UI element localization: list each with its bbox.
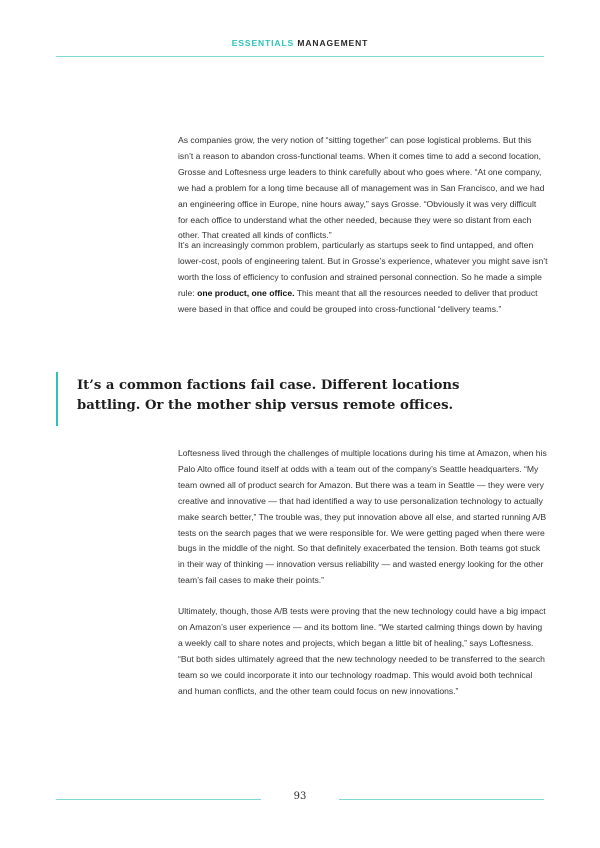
header-rule <box>56 56 544 57</box>
header-topic: MANAGEMENT <box>294 38 369 48</box>
footer-rule-right <box>339 799 544 800</box>
pullquote: It’s a common factions fail case. Different locations battling. Or the mother ship versus remote offices. <box>77 378 460 413</box>
paragraph-2-text-start: It’s an increasingly common problem, particularly as startups seek to find untapped, and often lower-cost, pools of engineering talent. But in Grosse’s experience, whatever you might save isn’t worth the loss of efficiency to confusion and strained personal connection. So he made a simple rule: <box>178 240 548 298</box>
header-section: ESSENTIALS <box>231 38 295 48</box>
pullquote-accent-bar <box>56 372 58 426</box>
body-paragraph-3: Loftesness lived through the challenges of multiple locations during his time at Amazon, when his Palo Alto office found itself at odds with a team out of the company’s Seattle headquarters. “My team owned all of product search for Amazon. But there was a team in Seattle — they were very creative and innovative — that had identified a way to use personalization technology to actually make search better,” The trouble was, they put innovation above all else, and started running A/B tests on the search pages that we were responsible for. We were getting paged when there were bugs in the middle of the night. So that definitely exacerbated the tension. Both teams got stuck in their way of thinking — innovation versus reliability — and wasted energy looking for the other team’s fail cases to make their points.” <box>178 448 547 586</box>
paragraph-2-text-end: This meant that all the resources needed to deliver that product were based in that office and could be grouped into cross-functional “delivery teams.” <box>178 287 538 314</box>
body-paragraph-2 <box>178 238 548 318</box>
paragraph-2-emphasis: one product, one office. <box>197 287 295 298</box>
running-header <box>0 38 600 48</box>
body-paragraph-4: Ultimately, though, those A/B tests were proving that the new technology could have a big impact on Amazon’s user experience — and its bottom line. “We started calming things down by having a weekly call to share notes and projects, which began a little bit of healing,” says Loftesness. “But both sides ultimately agreed that the new technology needed to be transferred to the search team so we could incorporate it into our technology roadmap. This would avoid both technical and human conflicts, and the other team could focus on new innovations.” <box>178 606 546 696</box>
page-number: 93 <box>293 791 307 802</box>
body-paragraph-1: As companies grow, the very notion of “sitting together” can pose logistical problems. But this isn’t a reason to abandon cross-functional teams. When it comes time to add a second location, Grosse and Loftesness urge leaders to think carefully about who goes where. “At one company, we had a problem for a long time because all of management was in San Francisco, and we had an engineering office in Europe, nine hours away,” says Grosse. “Obviously it was very difficult for each office to understand what the other needed, because they were so distant from each other. That created all kinds of conflicts.” <box>178 135 545 241</box>
